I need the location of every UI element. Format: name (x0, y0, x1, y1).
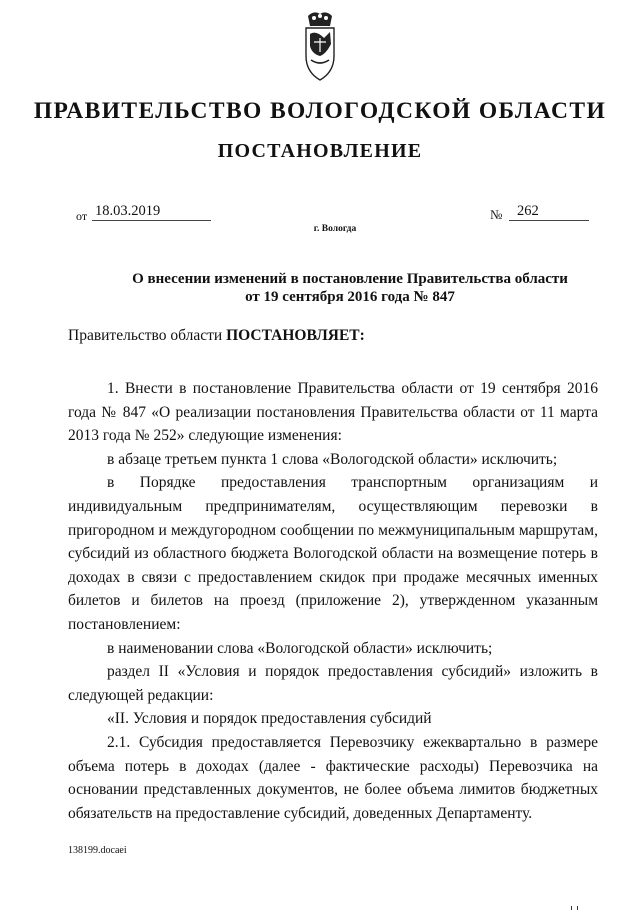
city-name: г. Вологда (313, 224, 357, 234)
date-label: от (76, 209, 88, 223)
paragraph-2: в абзаце третьем пункта 1 слова «Вологодской области» исключить; (107, 450, 558, 468)
document-date: 18.03.2019 (92, 203, 211, 221)
document-number: 262 (509, 203, 589, 221)
scan-marks (571, 897, 583, 915)
document-body (68, 377, 598, 825)
paragraph-1: 1. Внести в постановление Правительства области от 19 сентября 2016 года № 847 «О реализации постановления Правительства области от 11 марта 2013 года № 252» следующие изменения: (68, 380, 598, 445)
document-title (40, 270, 640, 306)
paragraph-4: в наименовании слова «Вологодской области» исключить; (107, 639, 493, 657)
decree-prefix: Правительство области (68, 327, 227, 344)
number-label: № (490, 207, 503, 222)
paragraph-6: «II. Условия и порядок предоставления субсидий (107, 710, 432, 728)
paragraph-3: в Порядке предоставления транспортным организациям и индивидуальным предпринимателям, осуществляющим перевозки в пригородном и междугородном сообщении по межмуниципальным маршрутам, субсидий из областного бюджета Вологодской области на возмещение потерь в доходах в связи с предоставлением скидок при продаже месячных именных билетов и билетов на проезд (приложение 2), утвержденном указанным постановлением: (68, 474, 598, 633)
paragraph-7: 2.1. Субсидия предоставляется Перевозчику ежеквартально в размере объема потерь в доходах (далее - фактические расходы) Перевозчика на основании представленных документов, не более объема лимитов бюджетных обязательств на предоставление субсидий, доведенных Департаменту. (68, 733, 598, 822)
government-name: ПРАВИТЕЛЬСТВО ВОЛОГОДСКОЙ ОБЛАСТИ (33, 98, 607, 124)
decree-verb: ПОСТАНОВЛЯЕТ: (226, 327, 365, 344)
title-line-1: О внесении изменений в постановление Правительства области (132, 271, 568, 287)
file-code: 138199.docaei (68, 845, 127, 856)
title-line-2: от 19 сентября 2016 года № 847 (245, 289, 455, 305)
paragraph-5: раздел II «Условия и порядок предоставления субсидий» изложить в следующей редакции: (68, 663, 598, 704)
decree-line (68, 327, 365, 345)
document-type: ПОСТАНОВЛЕНИЕ (217, 140, 423, 162)
coat-of-arms-icon (298, 8, 342, 86)
